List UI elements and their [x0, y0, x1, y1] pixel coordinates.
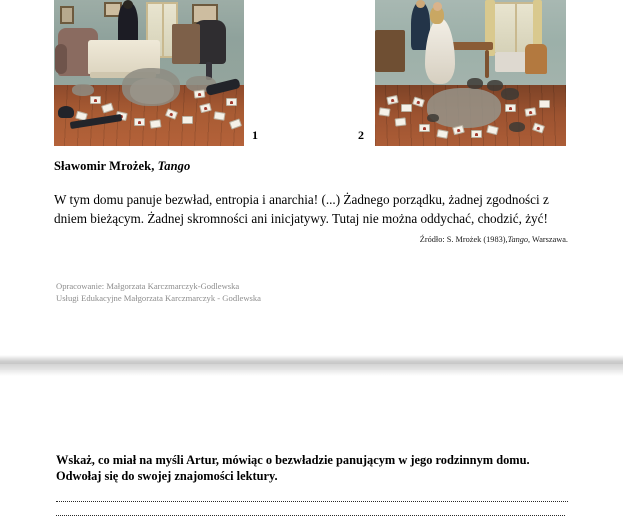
- answer-line-2[interactable]: [56, 502, 565, 516]
- page-separator-top: [0, 355, 623, 364]
- wooden-chair: [525, 44, 547, 74]
- passage-text: W tym domu panuje bezwład, entropia i anarchia! (...) Żadnego porządku, żadnej zgodności z dniem bieżącym. Żadnej skromności ani inicjatywy. Tutaj nie można oddychać, chodzić, żyć!: [54, 192, 549, 226]
- illustration-1: [54, 0, 244, 146]
- playing-card: [213, 111, 225, 121]
- illustration-2-canvas: [375, 0, 566, 146]
- person-head: [123, 0, 133, 9]
- debris-dark: [509, 122, 525, 132]
- answer-lines[interactable]: [56, 488, 568, 516]
- figure-number-1: 1: [252, 128, 258, 142]
- attribution-suffix: , Warszawa.: [528, 235, 568, 244]
- debris-pile: [427, 88, 501, 128]
- playing-card: [419, 124, 430, 132]
- question-prompt: [56, 452, 571, 484]
- question-line-1: Wskaż, co miał na myśli Artur, mówiąc o bezwładzie panującym w jego rodzinnym domu.: [56, 453, 530, 467]
- illustration-1-canvas: [54, 0, 244, 146]
- passage-attribution: [420, 235, 568, 244]
- debris-dark: [427, 114, 439, 122]
- radiator: [495, 52, 529, 72]
- bride-head: [433, 2, 442, 11]
- playing-card: [436, 129, 448, 139]
- playing-card: [378, 107, 390, 116]
- figure-number-2: 2: [358, 128, 364, 142]
- hat-silhouette: [58, 106, 74, 118]
- passage-author: Sławomir Mrożek,: [54, 159, 155, 173]
- playing-card: [90, 96, 101, 104]
- passage-title: [54, 159, 190, 174]
- debris-dark: [501, 88, 519, 100]
- page-separator-bottom: [0, 370, 623, 376]
- table-leg: [485, 50, 489, 78]
- credits-block: [56, 281, 261, 304]
- playing-card: [524, 107, 536, 117]
- groom-head: [416, 0, 425, 8]
- credits-line-1: Opracowanie: Małgorzata Karczmarczyk-Godlewska: [56, 281, 240, 291]
- playing-card: [395, 117, 407, 126]
- illustration-2: [375, 0, 566, 146]
- playing-card: [134, 118, 145, 126]
- attribution-work: Tango: [507, 235, 529, 244]
- playing-card: [149, 119, 161, 128]
- playing-card: [539, 100, 550, 108]
- credits-line-2: Usługi Edukacyjne Małgorzata Karczmarczyk - Godlewska: [56, 292, 261, 303]
- debris-dark: [487, 80, 503, 91]
- answer-line-1[interactable]: [56, 488, 568, 502]
- attribution-prefix: Źródło: S. Mrożek (1983),: [419, 235, 508, 244]
- passage-work-title: Tango: [157, 159, 191, 173]
- debris-pile: [130, 78, 174, 104]
- dresser: [172, 24, 200, 64]
- playing-card: [505, 104, 516, 112]
- wall-picture-frame: [60, 6, 74, 24]
- debris-dark: [467, 78, 483, 89]
- playing-card: [401, 104, 412, 112]
- dresser: [375, 30, 405, 72]
- armchair-arm: [55, 44, 67, 74]
- playing-card: [226, 98, 237, 106]
- question-line-2: Odwołaj się do swojej znajomości lektury.: [56, 469, 278, 483]
- playing-card: [182, 116, 193, 124]
- playing-card: [471, 130, 482, 138]
- debris-pile: [72, 84, 94, 96]
- playing-card: [194, 89, 206, 98]
- illustrations-row: [0, 0, 623, 146]
